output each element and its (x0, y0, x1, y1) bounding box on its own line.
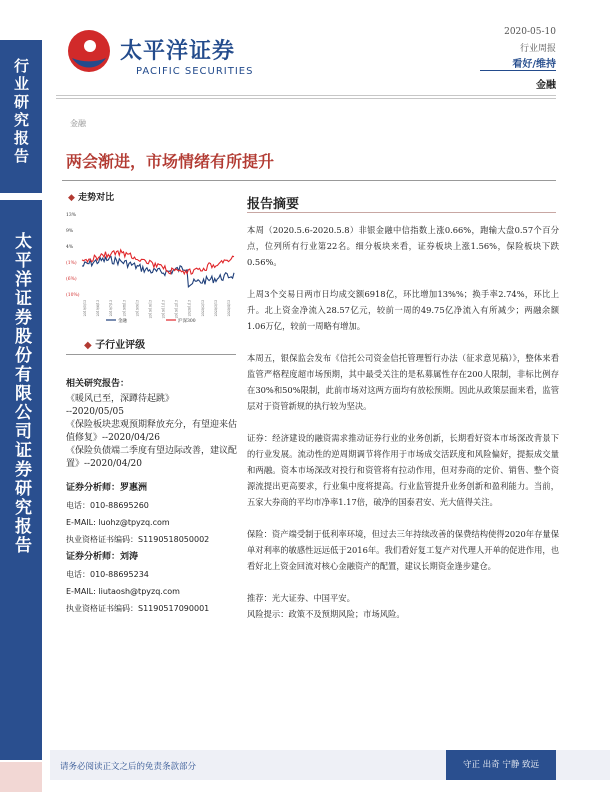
legend-label: 沪深300 (178, 319, 196, 324)
related-item: 《暖风已至，深蹲待起跳》 (66, 394, 175, 404)
x-tick-label: 2020/4/13 (227, 300, 231, 317)
y-tick-label: (1%) (66, 261, 77, 266)
y-tick-label: 13% (66, 213, 77, 218)
footer-motto: 守正 出奇 宁静 致远 (446, 750, 556, 780)
divider (56, 95, 556, 96)
y-tick-label: (10%) (66, 293, 80, 298)
divider (66, 354, 236, 355)
sidebar-bottom-band (0, 200, 42, 760)
analyst-title: 证券分析师：刘涛 (66, 552, 139, 562)
analyst-block (66, 548, 238, 617)
summary-paragraph: 保险：资产端受制于低利率环境，但过去三年持续改善的保费结构使得2020年存量保单对利率的敏感性远远低于2016年。我们看好复工复产对代理人开单的促进作用，也看好北上资金回流对核心金融资产的配置，建议长期资金逢步建仓。 (247, 529, 559, 571)
x-tick-label: 2020/2/13 (200, 300, 205, 317)
report-type: 行业周报 (519, 44, 556, 54)
diamond-bullet-icon: ◆ (68, 193, 75, 203)
divider (247, 212, 556, 213)
trend-heading-label: 走势对比 (78, 193, 115, 203)
summary-paragraph: 本周五，银保监会发布《信托公司资金信托管理暂行办法（征求意见稿）》，整体来看监管严格程度超市场预期，其中最受关注的是私募属性存在200人限制，非标比例存在30%和50%限制，此前市场对这两方面均有放松预期。因此从政策层面来看，监管层对于资管新规的执行较为坚决。 (247, 353, 559, 411)
page-title: 两会渐进，市场情绪有所提升 (66, 152, 275, 171)
x-tick-label: 2019/12/13 (174, 300, 179, 319)
company-name-en: PACIFIC SECURITIES (136, 66, 254, 77)
divider (480, 70, 556, 71)
related-heading: 相关研究报告： (66, 379, 130, 389)
analyst-license: 执业资格证书编码：S1190518050002 (66, 535, 210, 544)
x-tick-label: 2020/1/13 (187, 300, 192, 317)
sidebar-top-label: 行业研究报告 (12, 58, 30, 166)
related-item: --2020/05/05 (66, 407, 124, 417)
analyst-block (66, 479, 238, 548)
x-tick-label: 2019/10/13 (148, 300, 153, 319)
sidebar-bottom-label: 太平洋证券股份有限公司证券研究报告 (11, 232, 31, 555)
analyst-title: 证券分析师：罗惠洲 (66, 483, 148, 493)
summary-body (247, 222, 559, 638)
x-tick-label: 2019/11/13 (161, 300, 166, 319)
x-tick-label: 2019/8/13 (122, 300, 127, 317)
sidebar-footer-strip (0, 762, 42, 792)
rating: 看好/维持 (512, 59, 556, 70)
x-tick-label: 2020/3/13 (213, 300, 218, 317)
related-reports (66, 378, 238, 617)
logo-icon (66, 28, 112, 74)
series-line-hs300 (82, 250, 234, 274)
summary-paragraph: 证券：经济建设的融资需求推动证券行业的业务创新，长期看好资本市场深改背景下的行业发展。流动性的逆周期调节将作用于市场成交活跃度和风险偏好，提振成交量和两融。资本市场深改对投行和资管将有拉动作用，但对券商的定价、销售、整个资源流提出更高要求，行业集中度将提高。行业监管提升业务创新和盈利能力。当前，五家大券商的平均市净率1.17倍，破净的国泰君安、光大值得关注。 (247, 433, 559, 507)
diamond-bullet-icon: ◆ (84, 340, 92, 351)
series-line-finance (82, 257, 234, 287)
legend-label: 金融 (118, 319, 127, 324)
x-tick-label: 2019/5/13 (83, 300, 87, 317)
company-name-cn: 太平洋证券 (120, 39, 236, 64)
sidebar-top-band (0, 40, 42, 193)
related-item: 《保险负债端二季度有望边际改善，建议配置》--2020/04/20 (66, 446, 238, 469)
x-tick-label: 2019/9/13 (135, 300, 140, 317)
related-item: 《保险板块悲观预期释放充分，有望迎来估值修复》--2020/04/26 (66, 420, 238, 443)
summary-title: 报告摘要 (247, 197, 300, 212)
y-tick-label: 4% (66, 245, 74, 250)
divider (56, 98, 556, 99)
doc-sector: 金融 (70, 119, 86, 128)
footer-disclaimer: 请务必阅读正文之后的免责条款部分 (60, 762, 197, 772)
trend-heading (68, 190, 114, 203)
x-tick-label: 2019/7/13 (109, 300, 114, 317)
summary-paragraph: 推荐：光大证券、中国平安。 风险提示：政策不及预期风险；市场风险。 (247, 593, 405, 619)
analyst-phone: 电话：010-88695234 (66, 570, 149, 579)
report-date: 2020-05-10 (504, 27, 556, 37)
summary-paragraph: 上周3个交易日两市日均成交额6918亿，环比增加13%%；换手率2.74%，环比上升。北上资金净流入28.57亿元，较前一周的49.75亿净流入有所减少；两融余额1.06万亿，较前一周略有增加。 (247, 289, 559, 331)
trend-chart (66, 208, 236, 326)
analyst-license: 执业资格证书编码：S1190517090001 (66, 604, 210, 613)
y-tick-label: (6%) (66, 277, 77, 282)
sector-label: 金融 (536, 80, 556, 91)
divider (62, 180, 556, 181)
sub-industry-rating-label: 子行业评级 (95, 340, 146, 351)
analyst-email: E-MAIL: luohz@tpyzq.com (66, 518, 170, 527)
x-tick-label: 2019/6/13 (96, 300, 101, 317)
analyst-phone: 电话：010-88695260 (66, 501, 149, 510)
sub-industry-rating-heading (84, 336, 145, 351)
analyst-email: E-MAIL: liutaosh@tpyzq.com (66, 587, 180, 596)
y-tick-label: 9% (66, 229, 74, 234)
summary-paragraph: 本周（2020.5.6-2020.5.8）非银金融中信指数上涨0.66%，跑输大盘0.57个百分点，位列所有行业第22名。细分板块来看，证券板块上涨1.56%，保险板块下跌0.56%。 (247, 225, 559, 267)
